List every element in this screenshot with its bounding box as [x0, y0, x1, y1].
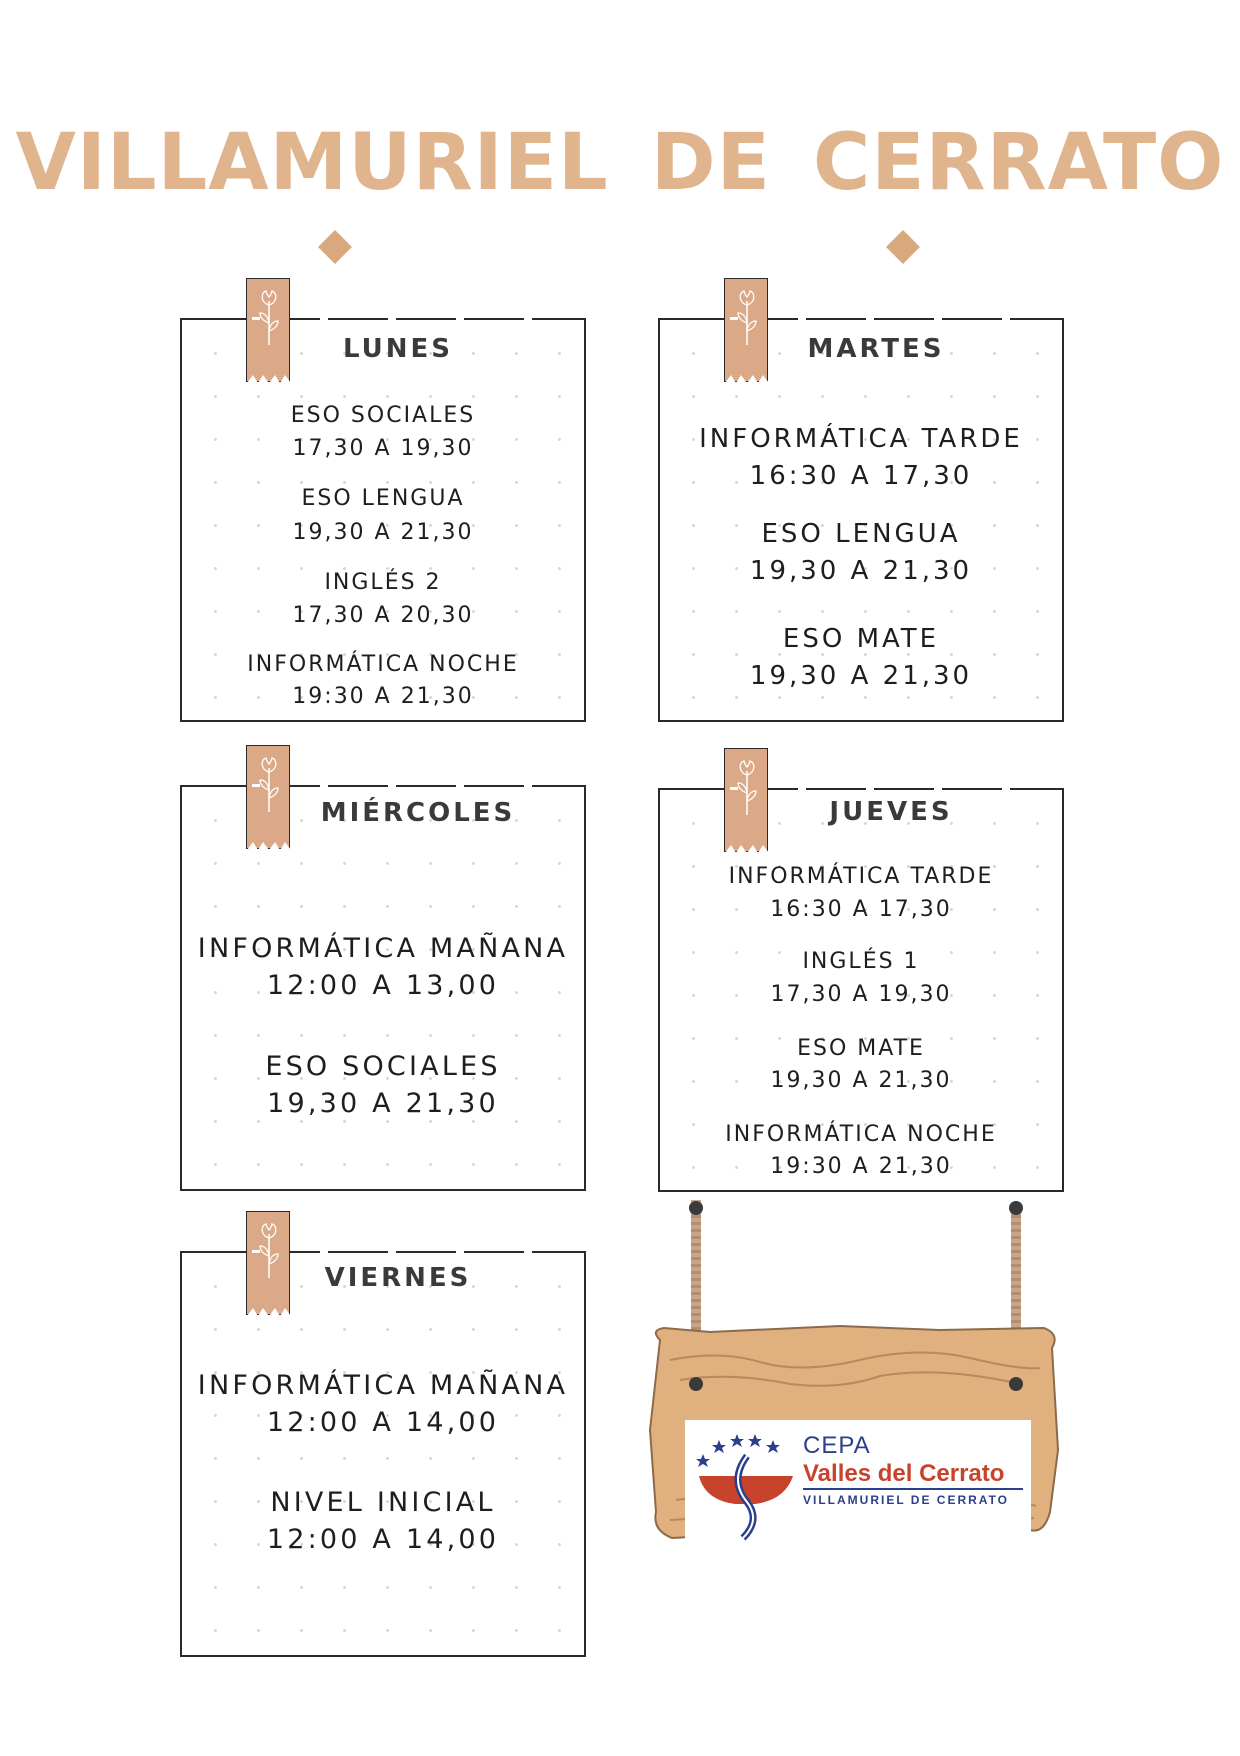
schedule-subject: ESO SOCIALES	[265, 1051, 501, 1082]
day-title: MARTES	[807, 334, 945, 364]
schedule-time: 12:00 A 13,00	[266, 970, 500, 1001]
schedule-time: 17,30 A 19,30	[292, 436, 474, 461]
day-card-monday	[180, 318, 586, 722]
schedule-subject: INFORMÁTICA MAÑANA	[197, 933, 569, 964]
diamond-ornament-right	[886, 230, 920, 264]
schedule-time: 19,30 A 21,30	[749, 556, 973, 586]
flower-icon	[725, 279, 769, 383]
flower-icon	[247, 279, 291, 383]
day-title: MIÉRCOLES	[320, 798, 516, 828]
logo-text-cepa: CEPA	[803, 1432, 871, 1459]
day-title: JUEVES	[829, 797, 953, 827]
schedule-subject: INFORMÁTICA TARDE	[728, 864, 994, 889]
schedule-time: 16:30 A 17,30	[749, 461, 973, 491]
schedule-subject: ESO SOCIALES	[290, 403, 476, 428]
logo-text-location: VILLAMURIEL DE CERRATO	[803, 1493, 1010, 1507]
schedule-subject: ESO MATE	[782, 624, 940, 654]
star-icon	[696, 1434, 780, 1467]
schedule-time: 12:00 A 14,00	[266, 1524, 500, 1555]
schedule-time: 19,30 A 21,30	[292, 520, 474, 545]
hanging-sign	[640, 1200, 1060, 1580]
schedule-subject: INFORMÁTICA NOCHE	[247, 652, 519, 677]
schedule-subject: ESO LENGUA	[301, 486, 465, 511]
schedule-time: 19:30 A 21,30	[770, 1154, 952, 1179]
schedule-subject: INGLÉS 2	[324, 570, 442, 595]
schedule-subject: INGLÉS 1	[802, 949, 920, 974]
schedule-subject: INFORMÁTICA TARDE	[699, 424, 1023, 454]
schedule-time: 19,30 A 21,30	[267, 1088, 499, 1119]
bookmark-tag	[246, 745, 290, 849]
logo-divider	[803, 1488, 1023, 1490]
schedule-subject: INFORMÁTICA MAÑANA	[197, 1370, 569, 1401]
day-card-friday	[180, 1251, 586, 1657]
schedule-subject: ESO MATE	[797, 1036, 925, 1061]
flower-icon	[247, 746, 291, 850]
day-title: VIERNES	[324, 1263, 472, 1293]
schedule-subject: INFORMÁTICA NOCHE	[725, 1122, 997, 1147]
page-title: VILLAMURIEL DE CERRATO	[15, 118, 1225, 208]
day-card-wednesday	[180, 785, 586, 1191]
logo-emblem	[689, 1420, 799, 1544]
cepa-logo	[685, 1420, 1031, 1544]
schedule-time: 19,30 A 21,30	[770, 1068, 952, 1093]
schedule-subject: ESO LENGUA	[761, 519, 961, 549]
day-title: LUNES	[343, 334, 453, 364]
bookmark-tag	[724, 278, 768, 382]
schedule-time: 12:00 A 14,00	[266, 1407, 500, 1438]
diamond-ornament-left	[318, 230, 352, 264]
bookmark-tag	[246, 278, 290, 382]
schedule-time: 19:30 A 21,30	[292, 684, 474, 709]
logo-text-name: Valles del Cerrato	[803, 1460, 1005, 1487]
schedule-subject: NIVEL INICIAL	[270, 1487, 496, 1518]
schedule-time: 19,30 A 21,30	[749, 661, 973, 691]
day-card-tuesday	[658, 318, 1064, 722]
schedule-time: 17,30 A 19,30	[770, 982, 952, 1007]
schedule-time: 17,30 A 20,30	[292, 603, 474, 628]
schedule-time: 16:30 A 17,30	[770, 897, 952, 922]
day-card-thursday	[658, 788, 1064, 1192]
